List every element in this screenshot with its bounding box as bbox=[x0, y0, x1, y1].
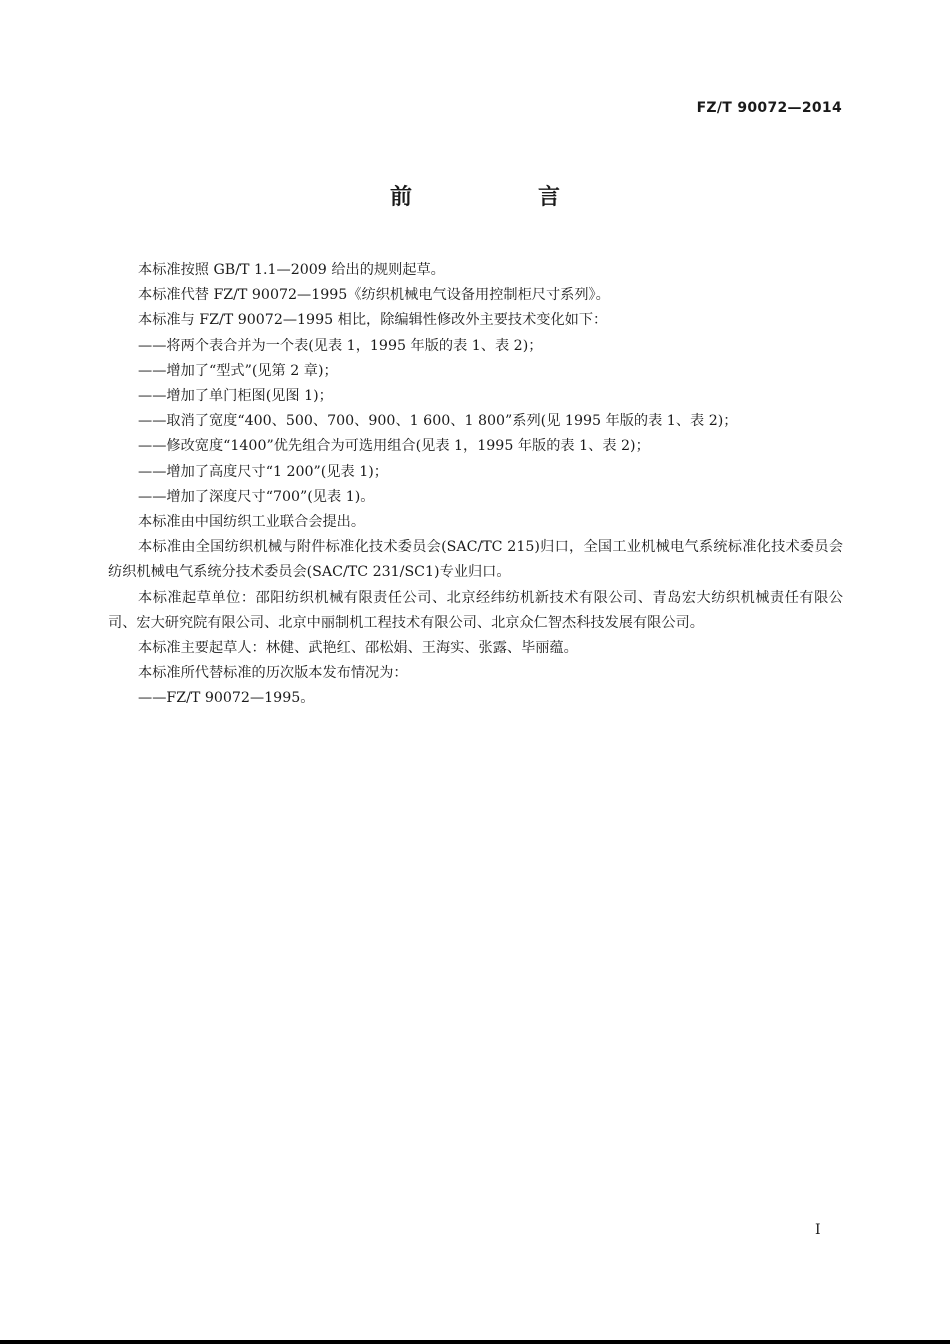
preface-body bbox=[108, 258, 843, 712]
paragraph-replaces: 本标准代替 FZ/T 90072—1995《纺织机械电气设备用控制柜尺寸系列》。 bbox=[138, 287, 610, 304]
paragraph-committee: 本标准由全国纺织机械与附件标准化技术委员会(SAC/TC 215)归口，全国工业机械电气系统标准化技术委员会纺织机械电气系统分技术委员会(SAC/TC 231/SC1)专业归口。 bbox=[108, 539, 843, 581]
paragraph-proposer: 本标准由中国纺织工业联合会提出。 bbox=[138, 514, 366, 531]
paragraph-drafting-rules: 本标准按照 GB/T 1.1—2009 给出的规则起草。 bbox=[138, 262, 445, 278]
paragraph-drafters: 本标准主要起草人：林健、武艳红、邵松娟、王海实、张露、毕丽蕴。 bbox=[138, 640, 578, 657]
change-item: ——取消了宽度“400、500、700、900、1 600、1 800”系列(见 1995 年版的表 1、表 2)； bbox=[138, 413, 738, 430]
page-title: 前 言 bbox=[389, 185, 612, 210]
bottom-border bbox=[0, 1340, 950, 1344]
change-item: ——增加了单门柜图(见图 1)； bbox=[138, 388, 333, 405]
change-item: ——增加了“型式”(见第 2 章)； bbox=[138, 362, 338, 379]
page-number: I bbox=[815, 1222, 821, 1238]
change-item: ——增加了深度尺寸“700”(见表 1)。 bbox=[138, 488, 375, 505]
history-item: ——FZ/T 90072—1995。 bbox=[138, 690, 315, 707]
change-item: ——修改宽度“1400”优先组合为可选用组合(见表 1，1995 年版的表 1、表 2)； bbox=[138, 438, 650, 455]
paragraph-history-intro: 本标准所代替标准的历次版本发布情况为： bbox=[138, 665, 408, 682]
paragraph-drafting-units: 本标准起草单位：邵阳纺织机械有限责任公司、北京经纬纺机新技术有限公司、青岛宏大纺织机械责任有限公司、宏大研究院有限公司、北京中丽制机工程技术有限公司、北京众仁智杰科技发展有限公司。 bbox=[108, 589, 843, 631]
paragraph-changes-intro: 本标准与 FZ/T 90072—1995 相比，除编辑性修改外主要技术变化如下： bbox=[138, 312, 608, 329]
change-item: ——增加了高度尺寸“1 200”(见表 1)； bbox=[138, 463, 388, 480]
standard-code: FZ/T 90072—2014 bbox=[696, 100, 842, 116]
change-item: ——将两个表合并为一个表(见表 1，1995 年版的表 1、表 2)； bbox=[138, 337, 543, 354]
